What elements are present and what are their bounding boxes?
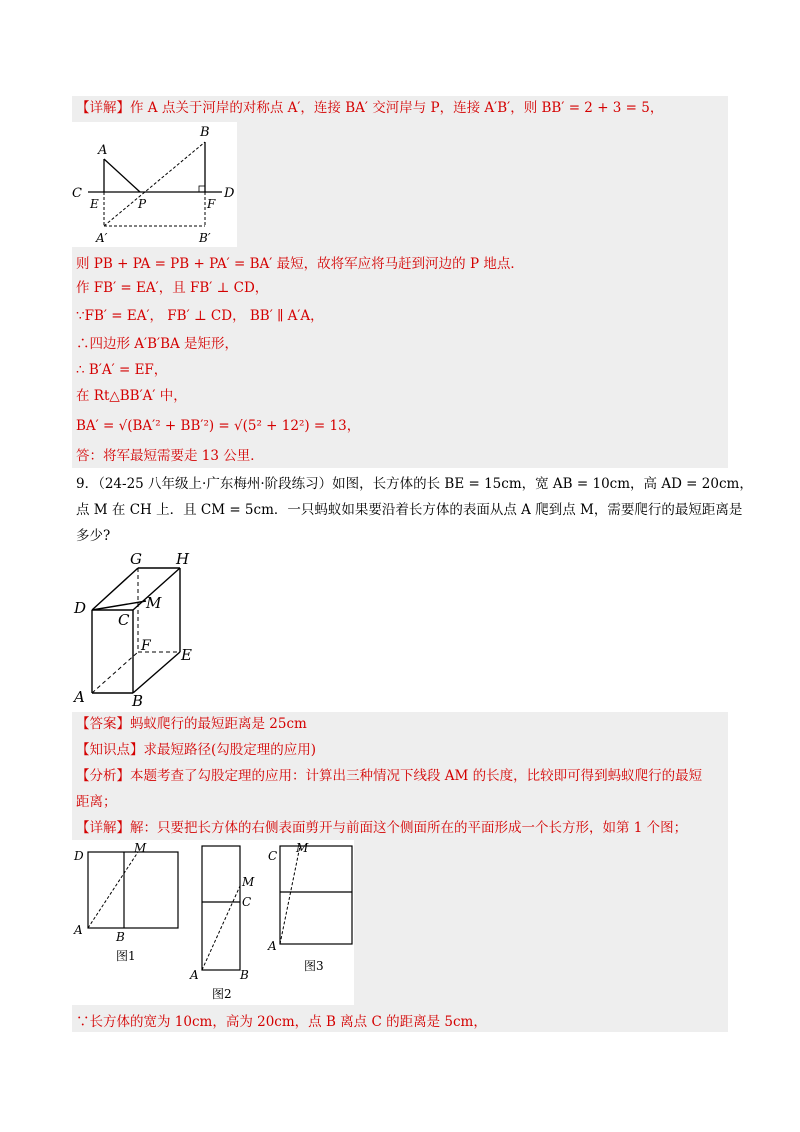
knowledge-line: 【知识点】求最短路径(勾股定理的应用) <box>76 742 317 758</box>
detail1-line5: ∴四边形 A′B′BA 是矩形， <box>76 336 239 352</box>
fig2-label-a: A <box>190 968 199 982</box>
cube-label-h: H <box>176 550 190 568</box>
fig-label-b-prime: B′ <box>199 231 211 245</box>
detail1-line4: ∵FB′ = EA′， FB′ ⊥ CD， BB′ ∥ A′A， <box>76 308 324 324</box>
fig1-label-d: D <box>74 849 84 863</box>
fig1-label-m: M <box>134 841 147 855</box>
detail1-line9: 答：将军最短需要走 13 公里． <box>76 448 264 464</box>
fig-label-p: P <box>138 197 147 211</box>
fig2-label-m: M <box>242 875 255 889</box>
detail2-line: 【详解】解：只要把长方体的右侧表面剪开与前面这个侧面所在的平面形成一个长方形，如第 1 个图； <box>76 820 688 836</box>
fig3-label-m: M <box>296 841 309 855</box>
cube-label-m: M <box>146 594 162 612</box>
fig2-label-b: B <box>240 968 249 982</box>
cube-label-c: C <box>118 611 130 629</box>
cube-label-f: F <box>141 638 151 654</box>
cube-label-g: G <box>130 550 142 568</box>
cube-label-e: E <box>181 646 192 664</box>
fig1-label-b: B <box>116 930 125 944</box>
fig-label-a-prime: A′ <box>96 231 108 245</box>
fig-label-a: A <box>98 143 108 158</box>
fig2-caption: 图2 <box>212 987 232 1001</box>
detail1-line6: ∴ B′A′ = EF， <box>76 362 168 378</box>
fig-label-c: C <box>72 186 82 201</box>
fig3-label-a: A <box>268 939 277 953</box>
question-line3: 多少? <box>76 528 111 544</box>
fig-label-f: F <box>207 197 216 211</box>
fig1-caption: 图1 <box>116 949 136 963</box>
detail2-last-line: ∵长方体的宽为 10cm，高为 20cm，点 B 离点 C 的距离是 5cm， <box>76 1014 487 1030</box>
analysis-line1: 【分析】本题考查了勾股定理的应用：计算出三种情况下线段 AM 的长度，比较即可得到蚂蚁爬行的最短 <box>76 768 703 784</box>
fig-label-b: B <box>200 125 210 140</box>
detail1-line3: 作 FB′ = EA′，且 FB′ ⊥ CD， <box>76 280 269 296</box>
detail1-line7: 在 Rt△BB′A′ 中， <box>76 388 187 404</box>
detail1-line2: 则 PB + PA = PB + PA′ = BA′ 最短，故将军应将马赶到河边的 P 地点． <box>76 256 524 272</box>
cube-label-a: A <box>74 688 85 706</box>
unfold-figures <box>72 840 354 1005</box>
fig3-caption: 图3 <box>304 959 324 973</box>
answer-line: 【答案】蚂蚁爬行的最短距离是 25cm <box>76 716 307 732</box>
analysis-line2: 距离； <box>76 794 117 810</box>
fig1-label-a: A <box>74 923 83 937</box>
fig-label-e: E <box>90 197 99 211</box>
fig-label-d: D <box>224 186 235 201</box>
cuboid-figure <box>70 550 205 710</box>
fig2-label-c: C <box>242 895 252 909</box>
cube-label-b: B <box>132 692 144 710</box>
detail1-line1: 【详解】作 A 点关于河岸的对称点 A′，连接 BA′ 交河岸与 P，连接 A′B′，则 BB′ = 2 + 3 = 5， <box>76 100 664 116</box>
cube-label-d: D <box>74 599 87 617</box>
detail1-line8: BA′ = √(BA′² + BB′²) = √(5² + 12²) = 13， <box>76 418 361 434</box>
question-line2: 点 M 在 CH 上．且 CM = 5cm．一只蚂蚁如果要沿着长方体的表面从点 A 爬到点 M，需要爬行的最短距离是 <box>76 502 743 518</box>
river-figure <box>72 122 237 247</box>
question-line1: 9．（24-25 八年级上·广东梅州·阶段练习）如图，长方体的长 BE = 15cm，宽 AB = 10cm，高 AD = 20cm， <box>76 476 753 492</box>
fig3-label-c: C <box>268 849 278 863</box>
